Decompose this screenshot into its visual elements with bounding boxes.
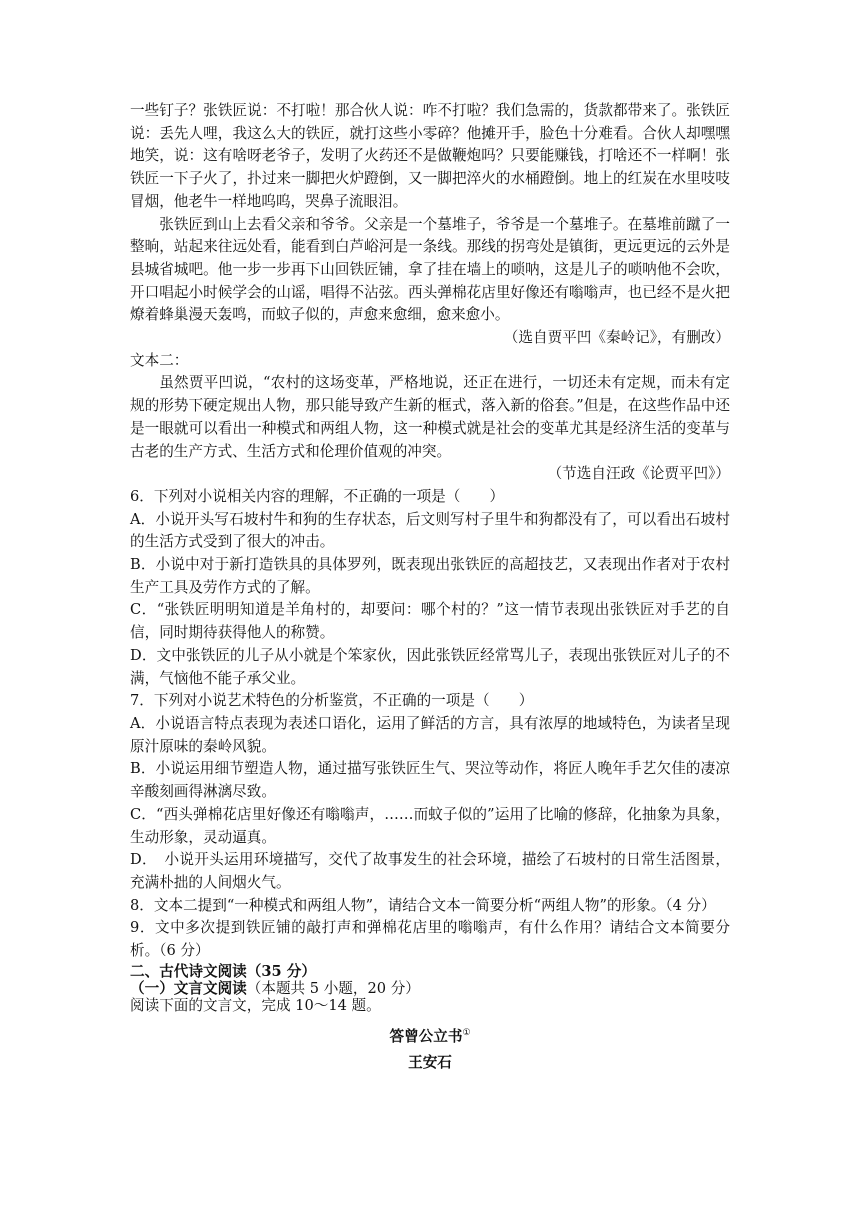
document-page: [130, 100, 730, 1074]
question-7: 7．下列对小说艺术特色的分析鉴赏，不正确的一项是（ ）: [130, 692, 534, 710]
question-7-option-b: B．小说运用细节塑造人物，通过描写张铁匠生气、哭泣等动作，将匠人晚年手艺欠佳的凄凉辛酸刻画得淋漓尽致。: [130, 760, 730, 801]
text1-paragraph-1: 一些钉子？张铁匠说：不打啦！那合伙人说：咋不打啦？我们急需的，货款都带来了。张铁匠说：丢先人哩，我这么大的铁匠，就打这些小零碎？他摊开手，脸色十分难看。合伙人却嘿嘿地笑，说：这有啥呀老爷子，发明了火药还不是做鞭炮吗？只要能赚钱，打啥还不一样啊！张铁匠一下子火了，扑过来一脚把火炉蹬倒，又一脚把淬火的水桶蹬倒。地上的红炭在水里吱吱冒烟，他老牛一样地呜呜，哭鼻子流眼泪。: [130, 102, 730, 210]
question-7-option-c: C．“西头弹棉花店里好像还有嗡嗡声，……而蚊子似的”运用了比喻的修辞，化抽象为具象，生动形象，灵动逼真。: [130, 805, 730, 846]
text1-paragraph-2: 张铁匠到山上去看父亲和爷爷。父亲是一个墓堆子，爷爷是一个墓堆子。在墓堆前蹴了一整晌，站起来往远处看，能看到白芦峪河是一条线。那线的拐弯处是镇街，更远更远的云外是县城省城吧。他一步一步再下山回铁匠铺，拿了挂在墙上的唢呐，这是儿子的唢呐他不会吹，开口唱起小时候学会的山谣，唱得不沾弦。西头弹棉花店里好像还有嗡嗡声，也已经不是火把燎着蜂巢漫天轰鸣，而蚊子似的，声愈来愈细，愈来愈小。: [130, 215, 730, 324]
question-6: 6．下列对小说相关内容的理解，不正确的一项是（ ）: [130, 487, 505, 505]
classical-author: 王安石: [408, 1053, 452, 1071]
question-8: 8．文本二提到“一种模式和两组人物”，请结合文本一简要分析“两组人物”的形象。（4 分）: [130, 896, 716, 914]
question-6-option-a: A．小说开头写石坡村牛和狗的生存状态，后文则写村子里牛和狗都没有了，可以看出石坡村的生活方式受到了很大的冲击。: [130, 510, 730, 551]
question-7-option-a: A．小说语言特点表现为表述口语化，运用了鲜活的方言，具有浓厚的地域特色，为读者呈现原汁原味的秦岭风貌。: [130, 714, 730, 755]
reading-instruction: 阅读下面的文言文，完成 10～14 题。: [130, 996, 381, 1014]
question-9: 9．文中多次提到铁匠铺的敲打声和弹棉花店里的嗡嗡声，有什么作用？请结合文本简要分析。（6 分）: [130, 919, 730, 960]
question-6-option-d: D．文中张铁匠的儿子从小就是个笨家伙，因此张铁匠经常骂儿子，表现出张铁匠对儿子的不满，气恼他不能子承父业。: [130, 646, 730, 687]
question-7-option-d: D． 小说开头运用环境描写，交代了故事发生的社会环境，描绘了石坡村的日常生活图景，充满朴拙的人间烟火气。: [130, 851, 730, 891]
text2-source: （节选自汪政《论贾平凹》）: [547, 465, 730, 483]
subsection-note: （本题共 5 小题，20 分）: [246, 979, 420, 997]
subsection-title: （一）文言文阅读: [130, 979, 247, 997]
text1-source: （选自贾平凹《秦岭记》，有删改）: [503, 329, 730, 347]
subsection-heading: [130, 980, 730, 997]
classical-title: [130, 1022, 730, 1048]
text2-label: 文本二：: [130, 351, 189, 369]
question-6-option-b: B．小说中对于新打造铁具的具体罗列，既表现出张铁匠的高超技艺，又表现出作者对于农村生产工具及劳作方式的了解。: [130, 556, 730, 596]
footnote-marker: ①: [462, 1027, 471, 1038]
text2-paragraph: 虽然贾平凹说，“农村的这场变革，严格地说，还正在进行，一切还未有定规，而未有定规的形势下硬定规出人物，那只能导致产生新的框式，落入新的俗套。”但是，在这些作品中还是一眼就可以看出一种模式和两组人物，这一种模式就是社会的变革尤其是经济生活的变革与古老的生产方式、生活方式和伦理价值观的冲突。: [130, 374, 730, 460]
question-6-option-c: C．“张铁匠明明知道是羊角村的，却要问：哪个村的？”这一情节表现出张铁匠对手艺的自信，同时期待获得他人的称赞。: [130, 601, 730, 642]
classical-title-text: 答曾公立书: [389, 1027, 463, 1045]
section-2-heading: 二、古代诗文阅读（35 分）: [130, 962, 316, 980]
